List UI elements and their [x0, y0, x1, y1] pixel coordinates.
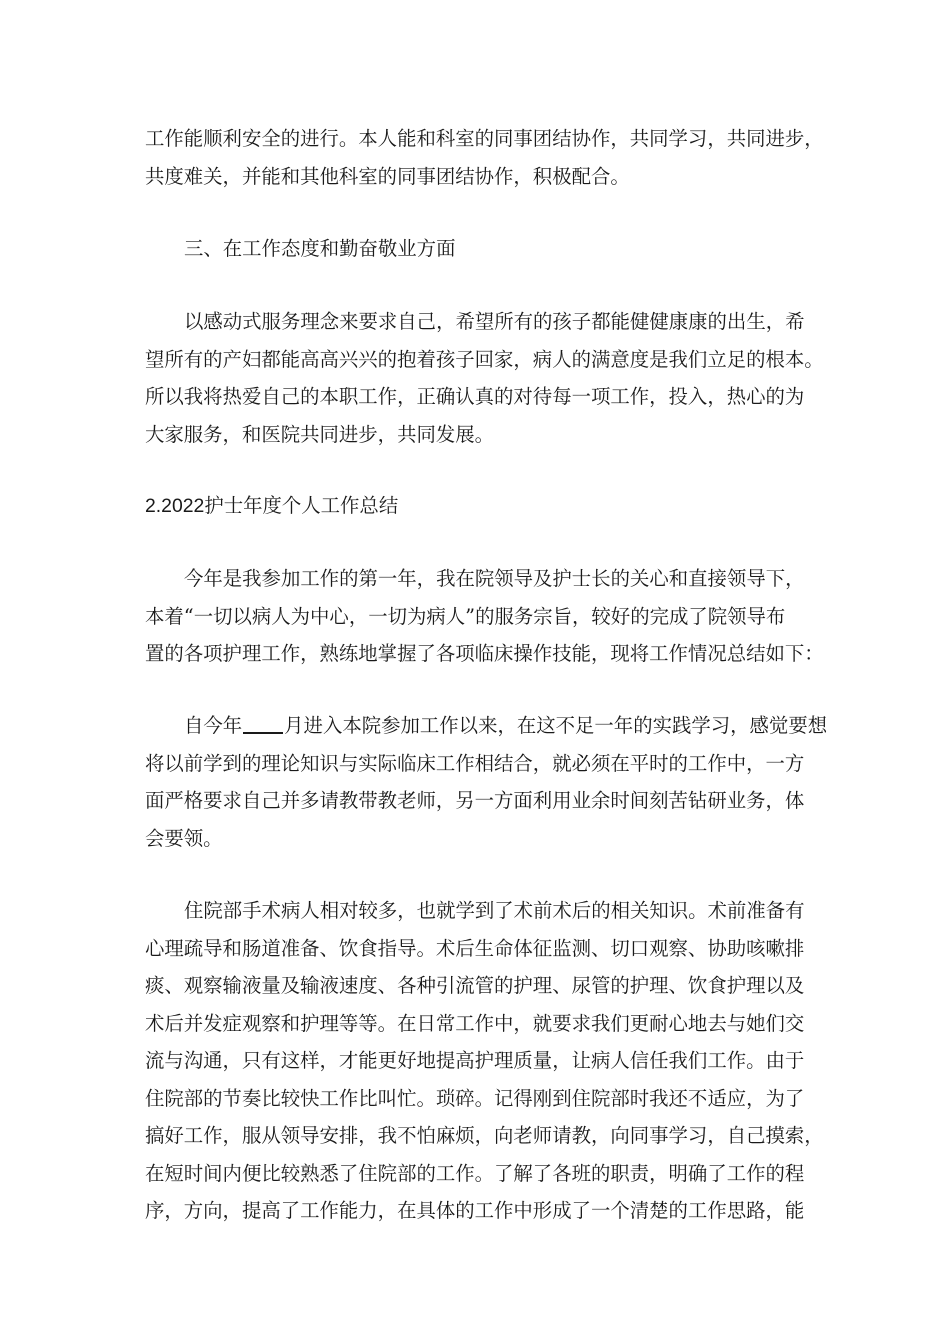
text-line: 住院部手术病人相对较多，也就学到了术前术后的相关知识。术前准备有 [184, 899, 805, 922]
text-line: 本着“一切以病人为中心，一切为病人”的服务宗旨，较好的完成了院领导布 [145, 604, 786, 628]
text-line: 共度难关，并能和其他科室的同事团结协作，积极配合。 [145, 164, 630, 188]
section-title-line [145, 487, 810, 525]
fill-in-blank [243, 712, 283, 734]
text-line: 大家服务，和医院共同进步，共同发展。 [145, 422, 495, 446]
text-line: 会要领。 [145, 826, 223, 850]
text-line [145, 707, 828, 745]
text-segment: 自今年 [184, 714, 243, 737]
section-2-title [145, 487, 810, 525]
text-line: 置的各项护理工作，熟练地掌握了各项临床操作技能，现将工作情况总结如下： [145, 642, 824, 665]
text-line: 流与沟通，只有这样，才能更好地提高护理质量，让病人信任我们工作。由于 [145, 1049, 805, 1072]
text-line: 术后并发症观察和护理等等。在日常工作中，就要求我们更耐心地去与她们交 [145, 1011, 805, 1035]
text-line: 今年是我参加工作的第一年，我在院领导及护士长的关心和直接领导下， [184, 567, 805, 590]
paragraph-service-philosophy [145, 303, 824, 453]
section-title-text: 护士年度个人工作总结 [204, 494, 399, 517]
text-line: 心理疏导和肠道准备、饮食指导。术后生命体征监测、切口观察、协助咳嗽排 [145, 936, 805, 960]
text-line: 住院部的节奏比较快工作比叫忙。琐碎。记得刚到住院部时我还不适应，为了 [145, 1086, 805, 1110]
paragraph-continued [145, 120, 824, 195]
text-segment: 月进入本院参加工作以来，在这不足一年的实践学习，感觉要想 [284, 714, 828, 737]
text-line: 以感动式服务理念来要求自己，希望所有的孩子都能健健康康的出生，希 [184, 310, 805, 333]
paragraph-inpatient-work [145, 892, 824, 1230]
heading-text: 三、在工作态度和勤奋敬业方面 [184, 237, 456, 260]
paragraph-intro [145, 560, 824, 673]
text-line: 望所有的产妇都能高高兴兴的抱着孩子回家，病人的满意度是我们立足的根本。 [145, 347, 824, 371]
text-line: 所以我将热爱自己的本职工作，正确认真的对待每一项工作，投入，热心的为 [145, 385, 805, 408]
text-line: 痰、观察输液量及输液速度、各种引流管的护理、尿管的护理、饮食护理以及 [145, 974, 805, 997]
section-number: 2.2022 [145, 495, 205, 517]
text-line: 序，方向，提高了工作能力，在具体的工作中形成了一个清楚的工作思路，能 [145, 1199, 805, 1222]
text-line: 面严格要求自己并多请教带教老师，另一方面利用业余时间刻苦钻研业务，体 [145, 789, 805, 812]
text-line: 搞好工作，服从领导安排，我不怕麻烦，向老师请教，向同事学习，自己摸索， [145, 1124, 824, 1147]
text-line: 将以前学到的理论知识与实际临床工作相结合，就必须在平时的工作中，一方 [145, 751, 805, 775]
section-heading-3 [145, 230, 810, 268]
text-line: 工作能顺利安全的进行。本人能和科室的同事团结协作，共同学习，共同进步， [145, 127, 824, 150]
paragraph-start-work [145, 707, 828, 857]
text-line: 在短时间内便比较熟悉了住院部的工作。了解了各班的职责，明确了工作的程 [145, 1161, 805, 1185]
